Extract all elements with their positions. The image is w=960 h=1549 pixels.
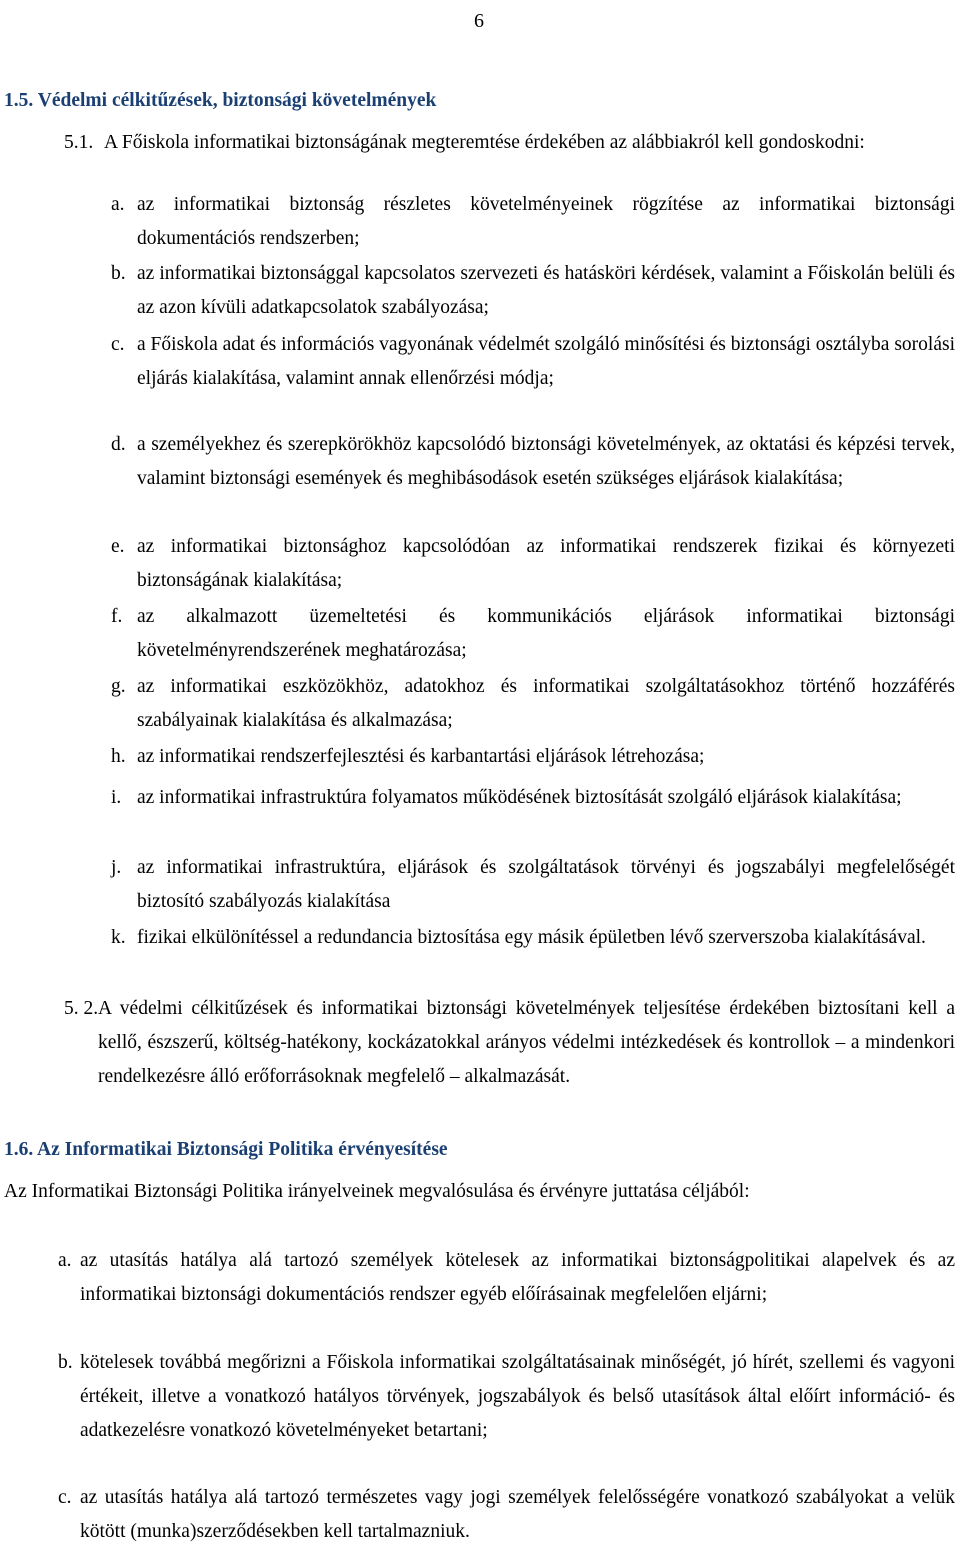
list-item-i (111, 781, 955, 815)
item-5-1-text: A Főiskola informatikai biztonságának megteremtése érdekében az alábbiakról kell gondoskodni: (104, 132, 865, 153)
list-item-text: az informatikai biztonsággal kapcsolatos szervezeti és hatásköri kérdések, valamint a Főiskolán belüli és az azon kívüli adatkapcsolatok szabályozása; (137, 263, 955, 318)
section-1-6-intro: Az Informatikai Biztonsági Politika irányelveinek megvalósulása és érvényre juttatása céljából: (4, 1181, 750, 1202)
list-item-a (111, 188, 955, 256)
list-item-label: i. (111, 787, 122, 808)
list-item-b (111, 257, 955, 325)
policy-item-b (58, 1346, 955, 1448)
policy-item-label: c. (58, 1487, 72, 1508)
policy-item-c (58, 1481, 955, 1549)
list-item-text: az alkalmazott üzemeltetési és kommunikációs eljárások informatikai biztonsági követelményrendszerének meghatározása; (137, 606, 955, 661)
list-item-label: a. (111, 194, 125, 215)
list-item-text: az informatikai infrastruktúra, eljárások és szolgáltatások törvényi és jogszabályi megfelelőségét biztosító szabályozás kialakítása (137, 857, 955, 912)
list-item-k (111, 921, 955, 955)
item-5-2-text: A védelmi célkitűzések és informatikai biztonsági követelmények teljesítése érdekében biztosítani kell a kellő, észszerű, költség-hatékony, kockázatokkal arányos védelmi intézkedések és kontrollok – a mindenkori rendelkezésre álló erőforrásoknak megfelelő – alkalmazását. (98, 998, 955, 1087)
list-item-label: f. (111, 606, 123, 627)
list-item-label: d. (111, 434, 126, 455)
list-item-e (111, 530, 955, 598)
item-5-1-label: 5.1. (64, 132, 94, 153)
policy-item-a (58, 1244, 955, 1312)
policy-item-label: b. (58, 1352, 73, 1373)
list-item-g (111, 670, 955, 738)
list-item-j (111, 851, 955, 919)
item-5-2-label: 5. 2. (64, 998, 99, 1019)
list-item-text: a személyekhez és szerepkörökhöz kapcsolódó biztonsági követelmények, az oktatási és képzési tervek, valamint biztonsági események és meghibásodások esetén szükséges eljárások kialakítása; (137, 434, 955, 489)
policy-item-text: kötelesek továbbá megőrizni a Főiskola informatikai szolgáltatásainak minőségét, jó hírét, szellemi és vagyoni értékeit, illetve a vonatkozó hatályos törvények, jogszabályok és belső utasítások által előírt információ- és adatkezelésre vonatkozó követelményeket betartani; (80, 1352, 955, 1441)
list-item-c (111, 328, 955, 396)
policy-item-text: az utasítás hatálya alá tartozó személyek kötelesek az informatikai biztonságpolitikai alapelvek és az informatikai biztonsági dokumentációs rendszer egyéb előírásainak megfelelően eljárni; (80, 1250, 955, 1305)
policy-item-text: az utasítás hatálya alá tartozó természetes vagy jogi személyek felelősségére vonatkozó szabályokat a velük kötött (munka)szerződésekben kell tartalmazniuk. (80, 1487, 955, 1542)
page-number: 6 (474, 10, 484, 32)
list-item-text: az informatikai biztonsághoz kapcsolódóan az informatikai rendszerek fizikai és környezeti biztonságának kialakítása; (137, 536, 955, 591)
list-item-h (111, 740, 955, 774)
item-5-1 (64, 126, 955, 160)
list-item-text: az informatikai eszközökhöz, adatokhoz és informatikai szolgáltatásokhoz történő hozzáférés szabályainak kialakítása és alkalmazása; (137, 676, 955, 731)
section-heading-1-5: 1.5. Védelmi célkitűzések, biztonsági követelmények (4, 90, 437, 111)
list-item-label: c. (111, 334, 125, 355)
list-item-text: az informatikai infrastruktúra folyamatos működésének biztosítását szolgáló eljárások kialakítása; (137, 787, 902, 808)
list-item-label: e. (111, 536, 125, 557)
list-item-label: b. (111, 263, 126, 284)
list-item-d (111, 428, 955, 496)
list-item-label: k. (111, 927, 126, 948)
list-item-label: g. (111, 676, 126, 697)
list-item-label: j. (111, 857, 122, 878)
item-5-2 (64, 992, 955, 1094)
list-item-text: a Főiskola adat és információs vagyonának védelmét szolgáló minősítési és biztonsági osztályba sorolási eljárás kialakítása, valamint annak ellenőrzési módja; (137, 334, 955, 389)
section-heading-1-6: 1.6. Az Informatikai Biztonsági Politika érvényesítése (4, 1139, 448, 1160)
list-item-text: az informatikai biztonság részletes követelményeinek rögzítése az informatikai biztonsági dokumentációs rendszerben; (137, 194, 955, 249)
list-item-label: h. (111, 746, 126, 767)
policy-item-label: a. (58, 1250, 72, 1271)
list-item-f (111, 600, 955, 668)
list-item-text: fizikai elkülönítéssel a redundancia biztosítása egy másik épületben lévő szerverszoba kialakításával. (137, 927, 926, 948)
list-item-text: az informatikai rendszerfejlesztési és karbantartási eljárások létrehozása; (137, 746, 705, 767)
